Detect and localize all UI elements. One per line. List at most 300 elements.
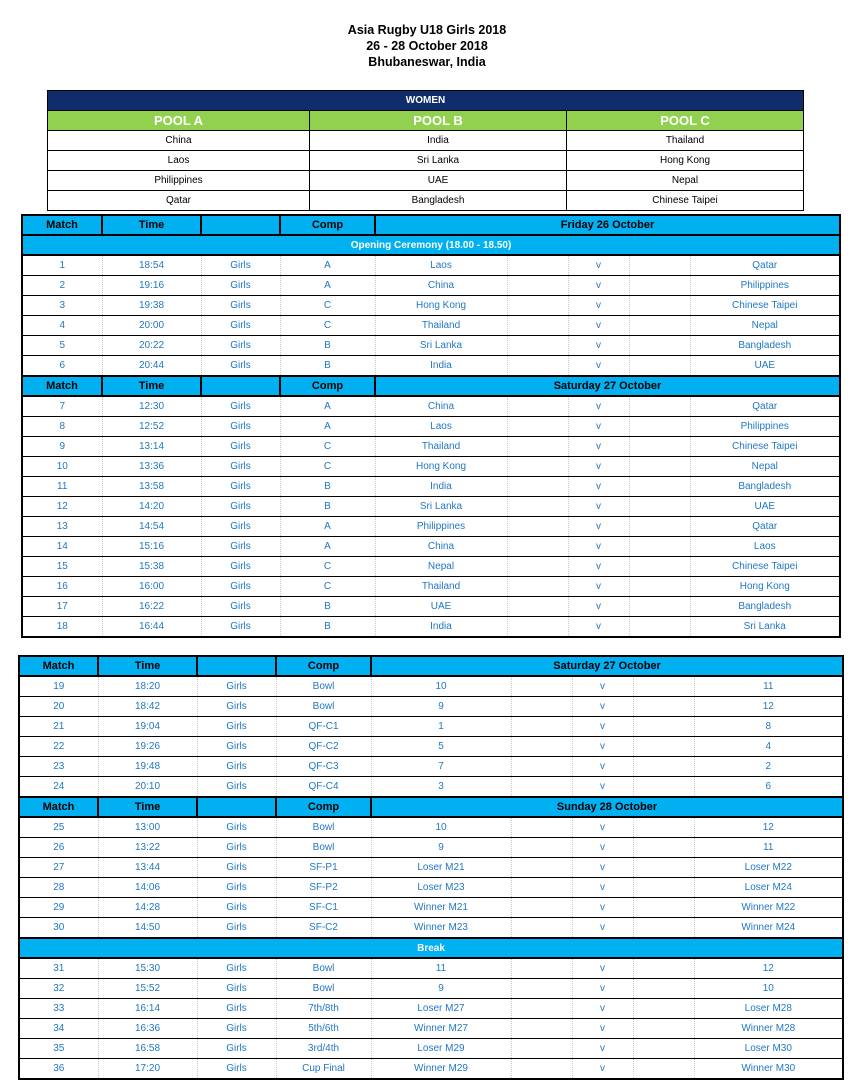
versus-label: v: [568, 356, 629, 377]
away-team: Nepal: [690, 316, 840, 336]
away-team: Loser M24: [694, 878, 843, 898]
match-comp: 3rd/4th: [276, 1039, 371, 1059]
match-comp: 5th/6th: [276, 1019, 371, 1039]
schedule-band-row: [22, 235, 840, 255]
versus-label: v: [568, 437, 629, 457]
spacer-cell: [511, 898, 572, 918]
versus-label: v: [572, 676, 633, 697]
spacer-cell: [511, 958, 572, 979]
versus-label: v: [568, 517, 629, 537]
home-team: 11: [371, 958, 511, 979]
home-team: China: [375, 276, 507, 296]
match-time: 13:58: [102, 477, 201, 497]
match-time: 16:58: [98, 1039, 197, 1059]
header-day: Saturday 27 October: [375, 376, 840, 396]
spacer-cell: [629, 296, 690, 316]
header-time: Time: [98, 797, 197, 817]
away-team: 12: [694, 817, 843, 838]
spacer-cell: [633, 676, 694, 697]
spacer-cell: [507, 497, 568, 517]
match-comp: B: [280, 356, 375, 377]
versus-label: v: [572, 777, 633, 798]
match-row: [22, 356, 840, 377]
match-row: [19, 918, 843, 939]
match-row: [22, 336, 840, 356]
match-time: 19:16: [102, 276, 201, 296]
match-time: 12:30: [102, 396, 201, 417]
schedule-table-2: [18, 655, 844, 1080]
match-comp: B: [280, 336, 375, 356]
away-team: Loser M28: [694, 999, 843, 1019]
away-team: Sri Lanka: [690, 617, 840, 638]
away-team: 11: [694, 838, 843, 858]
header-blank: [201, 376, 280, 396]
match-row: [22, 577, 840, 597]
match-comp: 7th/8th: [276, 999, 371, 1019]
home-team: 10: [371, 676, 511, 697]
home-team: Loser M27: [371, 999, 511, 1019]
match-number: 22: [19, 737, 98, 757]
spacer-cell: [633, 838, 694, 858]
match-category: Girls: [197, 999, 276, 1019]
spacer-cell: [633, 1039, 694, 1059]
spacer-cell: [507, 296, 568, 316]
versus-label: v: [568, 316, 629, 336]
match-time: 20:44: [102, 356, 201, 377]
match-comp: QF-C2: [276, 737, 371, 757]
spacer-cell: [633, 697, 694, 717]
pool-team: Nepal: [567, 171, 804, 191]
match-time: 16:36: [98, 1019, 197, 1039]
match-comp: B: [280, 597, 375, 617]
match-time: 18:54: [102, 255, 201, 276]
match-row: [22, 557, 840, 577]
home-team: Thailand: [375, 316, 507, 336]
match-time: 16:22: [102, 597, 201, 617]
match-row: [19, 737, 843, 757]
away-team: Winner M28: [694, 1019, 843, 1039]
home-team: 5: [371, 737, 511, 757]
match-comp: A: [280, 517, 375, 537]
header-comp: Comp: [280, 215, 375, 235]
match-comp: B: [280, 617, 375, 638]
header-match: Match: [19, 656, 98, 676]
home-team: 9: [371, 838, 511, 858]
match-category: Girls: [197, 838, 276, 858]
match-row: [19, 858, 843, 878]
match-category: Girls: [201, 336, 280, 356]
match-category: Girls: [201, 537, 280, 557]
spacer-cell: [629, 577, 690, 597]
spacer-cell: [633, 898, 694, 918]
spacer-cell: [629, 477, 690, 497]
schedule-header-row: [19, 797, 843, 817]
match-time: 20:22: [102, 336, 201, 356]
spacer-cell: [507, 276, 568, 296]
spacer-cell: [511, 717, 572, 737]
pool-c-header: POOL C: [567, 111, 804, 131]
match-number: 12: [22, 497, 102, 517]
spacer-cell: [629, 597, 690, 617]
spacer-cell: [511, 1059, 572, 1080]
match-row: [22, 617, 840, 638]
versus-label: v: [572, 737, 633, 757]
spacer-cell: [511, 1039, 572, 1059]
spacer-cell: [507, 477, 568, 497]
header-blank: [201, 215, 280, 235]
match-comp: C: [280, 557, 375, 577]
match-time: 13:00: [98, 817, 197, 838]
spacer-cell: [511, 737, 572, 757]
match-number: 18: [22, 617, 102, 638]
match-row: [19, 838, 843, 858]
match-comp: QF-C1: [276, 717, 371, 737]
match-category: Girls: [201, 597, 280, 617]
match-number: 36: [19, 1059, 98, 1080]
home-team: Thailand: [375, 577, 507, 597]
match-row: [22, 396, 840, 417]
spacer-cell: [629, 396, 690, 417]
versus-label: v: [568, 255, 629, 276]
pool-row: [48, 191, 804, 211]
spacer-cell: [629, 617, 690, 638]
pool-team: Bangladesh: [310, 191, 567, 211]
match-row: [19, 777, 843, 798]
match-number: 2: [22, 276, 102, 296]
spacer-cell: [633, 979, 694, 999]
spacer-cell: [633, 918, 694, 939]
home-team: Winner M21: [371, 898, 511, 918]
header-time: Time: [98, 656, 197, 676]
match-comp: SF-C1: [276, 898, 371, 918]
away-team: 6: [694, 777, 843, 798]
match-row: [22, 255, 840, 276]
match-row: [19, 817, 843, 838]
away-team: 10: [694, 979, 843, 999]
match-number: 13: [22, 517, 102, 537]
match-row: [22, 537, 840, 557]
header-blank: [197, 656, 276, 676]
spacer-cell: [507, 537, 568, 557]
home-team: Sri Lanka: [375, 497, 507, 517]
match-number: 15: [22, 557, 102, 577]
versus-label: v: [572, 898, 633, 918]
match-row: [19, 757, 843, 777]
pool-team: China: [48, 131, 310, 151]
match-time: 20:10: [98, 777, 197, 798]
match-time: 15:52: [98, 979, 197, 999]
spacer-cell: [633, 757, 694, 777]
match-category: Girls: [201, 255, 280, 276]
versus-label: v: [572, 717, 633, 737]
spacer-cell: [511, 1019, 572, 1039]
spacer-cell: [629, 497, 690, 517]
versus-label: v: [572, 817, 633, 838]
versus-label: v: [572, 979, 633, 999]
match-row: [19, 676, 843, 697]
match-number: 9: [22, 437, 102, 457]
spacer-cell: [633, 1059, 694, 1080]
match-comp: C: [280, 457, 375, 477]
match-category: Girls: [197, 1019, 276, 1039]
spacer-cell: [633, 717, 694, 737]
versus-label: v: [572, 1059, 633, 1080]
match-comp: QF-C4: [276, 777, 371, 798]
match-row: [19, 999, 843, 1019]
match-number: 29: [19, 898, 98, 918]
match-time: 20:00: [102, 316, 201, 336]
away-team: Loser M22: [694, 858, 843, 878]
spacer-cell: [629, 276, 690, 296]
match-comp: A: [280, 276, 375, 296]
spacer-cell: [633, 1019, 694, 1039]
away-team: 8: [694, 717, 843, 737]
match-row: [19, 1039, 843, 1059]
pool-row: [48, 171, 804, 191]
pool-row: [48, 151, 804, 171]
away-team: UAE: [690, 356, 840, 377]
spacer-cell: [507, 417, 568, 437]
pool-a-header: POOL A: [48, 111, 310, 131]
schedule-header-row: [19, 656, 843, 676]
versus-label: v: [568, 457, 629, 477]
spacer-cell: [511, 757, 572, 777]
spacer-cell: [633, 958, 694, 979]
spacer-cell: [633, 737, 694, 757]
match-row: [19, 1019, 843, 1039]
spacer-cell: [507, 577, 568, 597]
away-team: Chinese Taipei: [690, 557, 840, 577]
match-category: Girls: [201, 497, 280, 517]
away-team: Philippines: [690, 417, 840, 437]
home-team: Loser M29: [371, 1039, 511, 1059]
pool-b-header: POOL B: [310, 111, 567, 131]
pool-team: India: [310, 131, 567, 151]
versus-label: v: [568, 276, 629, 296]
match-time: 18:20: [98, 676, 197, 697]
match-category: Girls: [201, 577, 280, 597]
versus-label: v: [568, 396, 629, 417]
match-number: 25: [19, 817, 98, 838]
match-comp: C: [280, 316, 375, 336]
match-number: 27: [19, 858, 98, 878]
match-comp: QF-C3: [276, 757, 371, 777]
match-comp: Bowl: [276, 697, 371, 717]
match-time: 14:20: [102, 497, 201, 517]
match-row: [19, 717, 843, 737]
home-team: Sri Lanka: [375, 336, 507, 356]
match-comp: Bowl: [276, 958, 371, 979]
match-number: 11: [22, 477, 102, 497]
match-comp: B: [280, 477, 375, 497]
spacer-cell: [511, 878, 572, 898]
match-number: 21: [19, 717, 98, 737]
match-number: 26: [19, 838, 98, 858]
match-row: [19, 1059, 843, 1080]
spacer-cell: [507, 316, 568, 336]
header-blank: [197, 797, 276, 817]
match-row: [19, 697, 843, 717]
home-team: 7: [371, 757, 511, 777]
schedule-band-row: [19, 938, 843, 958]
match-comp: A: [280, 537, 375, 557]
away-team: Winner M24: [694, 918, 843, 939]
band-text: Opening Ceremony (18.00 - 18.50): [22, 235, 840, 255]
versus-label: v: [568, 557, 629, 577]
header-comp: Comp: [280, 376, 375, 396]
home-team: 9: [371, 979, 511, 999]
versus-label: v: [572, 1039, 633, 1059]
away-team: Laos: [690, 537, 840, 557]
match-category: Girls: [197, 676, 276, 697]
match-number: 7: [22, 396, 102, 417]
versus-label: v: [568, 617, 629, 638]
spacer-cell: [629, 437, 690, 457]
match-time: 19:48: [98, 757, 197, 777]
spacer-cell: [633, 777, 694, 798]
match-comp: SF-P1: [276, 858, 371, 878]
match-category: Girls: [201, 517, 280, 537]
home-team: Winner M29: [371, 1059, 511, 1080]
match-category: Girls: [197, 757, 276, 777]
spacer-cell: [511, 999, 572, 1019]
match-comp: B: [280, 497, 375, 517]
match-category: Girls: [197, 737, 276, 757]
away-team: Winner M22: [694, 898, 843, 918]
match-row: [22, 316, 840, 336]
spacer-cell: [511, 838, 572, 858]
pool-team: Philippines: [48, 171, 310, 191]
away-team: 12: [694, 958, 843, 979]
match-row: [22, 517, 840, 537]
match-category: Girls: [201, 477, 280, 497]
versus-label: v: [568, 497, 629, 517]
home-team: 3: [371, 777, 511, 798]
header-day: Friday 26 October: [375, 215, 840, 235]
header-comp: Comp: [276, 656, 371, 676]
match-category: Girls: [201, 296, 280, 316]
spacer-cell: [633, 858, 694, 878]
versus-label: v: [572, 958, 633, 979]
match-category: Girls: [201, 316, 280, 336]
match-category: Girls: [201, 356, 280, 377]
match-number: 4: [22, 316, 102, 336]
spacer-cell: [629, 356, 690, 377]
match-comp: SF-C2: [276, 918, 371, 939]
spacer-cell: [507, 597, 568, 617]
match-time: 17:20: [98, 1059, 197, 1080]
match-category: Girls: [197, 777, 276, 798]
spacer-cell: [507, 517, 568, 537]
schedule-header-row: [22, 215, 840, 235]
away-team: Bangladesh: [690, 336, 840, 356]
match-time: 13:36: [102, 457, 201, 477]
match-row: [22, 296, 840, 316]
spacer-cell: [629, 316, 690, 336]
match-number: 10: [22, 457, 102, 477]
spacer-cell: [507, 336, 568, 356]
spacer-cell: [511, 858, 572, 878]
match-time: 12:52: [102, 417, 201, 437]
match-category: Girls: [197, 717, 276, 737]
match-row: [22, 417, 840, 437]
spacer-cell: [511, 817, 572, 838]
home-team: Laos: [375, 417, 507, 437]
header-day: Sunday 28 October: [371, 797, 843, 817]
home-team: Loser M23: [371, 878, 511, 898]
match-comp: A: [280, 417, 375, 437]
spacer-cell: [633, 817, 694, 838]
match-category: Girls: [201, 417, 280, 437]
match-time: 15:38: [102, 557, 201, 577]
versus-label: v: [572, 757, 633, 777]
band-text: Break: [19, 938, 843, 958]
spacer-cell: [629, 336, 690, 356]
home-team: 9: [371, 697, 511, 717]
pool-team: Sri Lanka: [310, 151, 567, 171]
match-time: 13:14: [102, 437, 201, 457]
match-comp: C: [280, 296, 375, 316]
match-row: [22, 477, 840, 497]
versus-label: v: [572, 1019, 633, 1039]
match-row: [19, 878, 843, 898]
match-category: Girls: [197, 979, 276, 999]
home-team: Hong Kong: [375, 296, 507, 316]
home-team: Winner M23: [371, 918, 511, 939]
spacer-cell: [629, 417, 690, 437]
match-comp: SF-P2: [276, 878, 371, 898]
pool-team: UAE: [310, 171, 567, 191]
match-number: 1: [22, 255, 102, 276]
match-category: Girls: [197, 1059, 276, 1080]
match-row: [22, 497, 840, 517]
match-number: 35: [19, 1039, 98, 1059]
match-category: Girls: [197, 817, 276, 838]
home-team: Laos: [375, 255, 507, 276]
match-time: 16:14: [98, 999, 197, 1019]
spacer-cell: [629, 537, 690, 557]
versus-label: v: [568, 417, 629, 437]
match-category: Girls: [197, 1039, 276, 1059]
match-time: 19:26: [98, 737, 197, 757]
home-team: India: [375, 477, 507, 497]
home-team: China: [375, 537, 507, 557]
match-number: 23: [19, 757, 98, 777]
match-number: 28: [19, 878, 98, 898]
away-team: Chinese Taipei: [690, 437, 840, 457]
match-category: Girls: [197, 918, 276, 939]
match-comp: A: [280, 396, 375, 417]
match-number: 16: [22, 577, 102, 597]
match-category: Girls: [201, 557, 280, 577]
match-number: 33: [19, 999, 98, 1019]
match-number: 17: [22, 597, 102, 617]
versus-label: v: [572, 878, 633, 898]
match-category: Girls: [201, 457, 280, 477]
match-row: [22, 437, 840, 457]
match-number: 3: [22, 296, 102, 316]
match-comp: Bowl: [276, 838, 371, 858]
women-banner: WOMEN: [48, 91, 804, 111]
match-number: 30: [19, 918, 98, 939]
spacer-cell: [511, 777, 572, 798]
spacer-cell: [629, 457, 690, 477]
match-category: Girls: [201, 396, 280, 417]
header-match: Match: [22, 215, 102, 235]
match-number: 14: [22, 537, 102, 557]
versus-label: v: [568, 597, 629, 617]
spacer-cell: [507, 557, 568, 577]
